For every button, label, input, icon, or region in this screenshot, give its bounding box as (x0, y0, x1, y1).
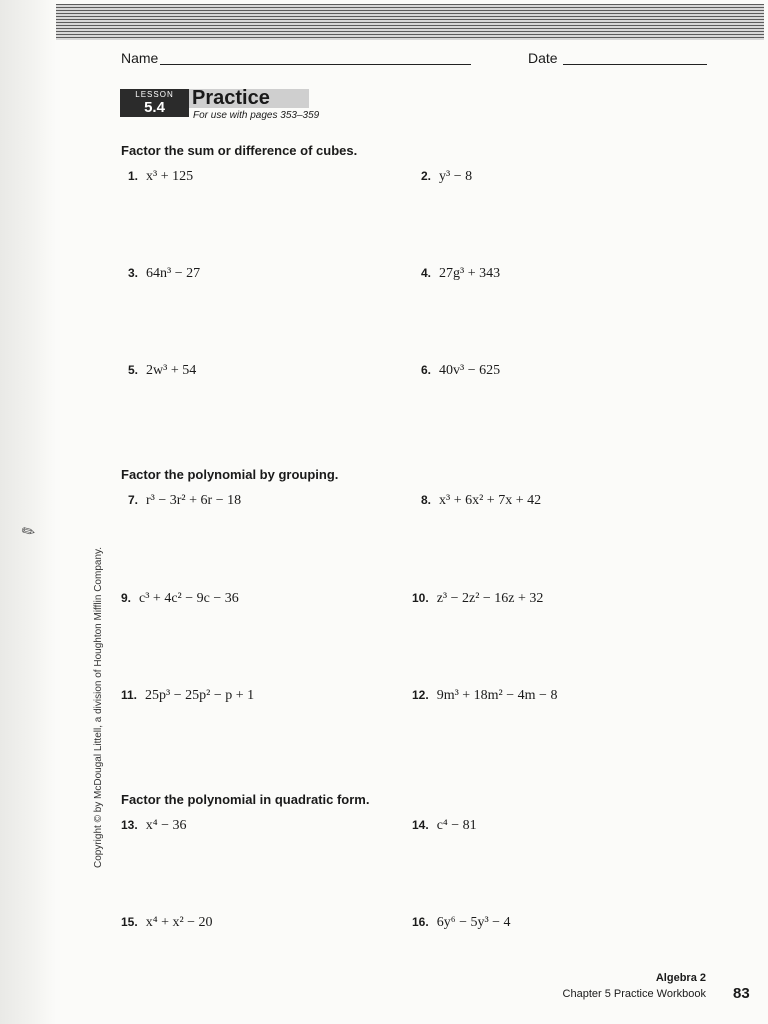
copyright-notice: Copyright © by McDougal Littell, a division of Houghton Mifflin Company. (93, 546, 104, 868)
problem-number: 4. (421, 266, 432, 280)
problem-expression: z³ − 2z² − 16z + 32 (436, 591, 544, 606)
problem-2 (421, 167, 472, 185)
problem-expression: x⁴ − 36 (145, 818, 187, 833)
problem-number: 13. (121, 818, 138, 832)
problem-number: 8. (421, 493, 432, 507)
problem-6 (421, 361, 500, 379)
problem-12 (412, 686, 557, 704)
problem-number: 7. (128, 493, 139, 507)
problem-number: 9. (121, 591, 132, 605)
problem-number: 16. (412, 915, 429, 929)
problem-number: 3. (128, 266, 139, 280)
problem-7 (128, 491, 241, 509)
problem-expression: 27g³ + 343 (439, 266, 501, 281)
section-instruction: Factor the polynomial by grouping. (121, 467, 339, 482)
problem-number: 1. (128, 169, 139, 183)
page-title: Practice (192, 87, 270, 109)
problem-number: 14. (412, 818, 429, 832)
problem-number: 6. (421, 363, 432, 377)
footer-book-title: Algebra 2 (655, 972, 706, 984)
problem-expression: 2w³ + 54 (146, 363, 197, 378)
problem-expression: c⁴ − 81 (436, 818, 477, 833)
problem-10 (412, 589, 543, 607)
problem-number: 10. (412, 591, 429, 605)
problem-expression: r³ − 3r² + 6r − 18 (146, 493, 242, 508)
footer-workbook: Chapter 5 Practice Workbook (562, 988, 706, 1000)
problem-expression: 6y⁶ − 5y³ − 4 (436, 915, 511, 930)
problem-expression: 25p³ − 25p² − p + 1 (145, 688, 255, 703)
problem-8 (421, 491, 541, 509)
scan-margin (0, 0, 56, 1024)
header-stripe-band (56, 4, 764, 40)
lesson-word: LESSON (135, 90, 174, 99)
lesson-number: 5.4 (144, 99, 165, 116)
problem-number: 11. (121, 688, 138, 702)
problem-expression: 40v³ − 625 (439, 363, 501, 378)
name-line[interactable] (160, 64, 471, 65)
problem-expression: x³ + 6x² + 7x + 42 (439, 493, 542, 508)
problem-expression: x⁴ + x² − 20 (145, 915, 213, 930)
problem-4 (421, 264, 500, 282)
date-label: Date (528, 50, 558, 66)
problem-15 (121, 913, 213, 931)
problem-expression: 64n³ − 27 (146, 266, 201, 281)
problem-1 (128, 167, 193, 185)
problem-expression: c³ + 4c² − 9c − 36 (139, 591, 239, 606)
name-label: Name (121, 50, 159, 66)
problem-16 (412, 913, 511, 931)
problem-number: 2. (421, 169, 432, 183)
lesson-badge (120, 89, 189, 117)
problem-5 (128, 361, 196, 379)
page-subtitle: For use with pages 353–359 (193, 110, 320, 121)
pencil-mark-icon: ✎ (18, 521, 40, 544)
problem-3 (128, 264, 200, 282)
problem-11 (121, 686, 254, 704)
problem-expression: x³ + 125 (146, 169, 194, 184)
problem-14 (412, 816, 477, 834)
date-line[interactable] (563, 64, 707, 65)
problem-number: 15. (121, 915, 138, 929)
page-number: 83 (733, 985, 750, 1002)
problem-number: 12. (412, 688, 429, 702)
problem-9 (121, 589, 239, 607)
section-instruction: Factor the sum or difference of cubes. (121, 143, 358, 158)
problem-expression: 9m³ + 18m² − 4m − 8 (436, 688, 558, 703)
section-instruction: Factor the polynomial in quadratic form. (121, 792, 370, 807)
problem-13 (121, 816, 186, 834)
problem-expression: y³ − 8 (439, 169, 473, 184)
problem-number: 5. (128, 363, 139, 377)
